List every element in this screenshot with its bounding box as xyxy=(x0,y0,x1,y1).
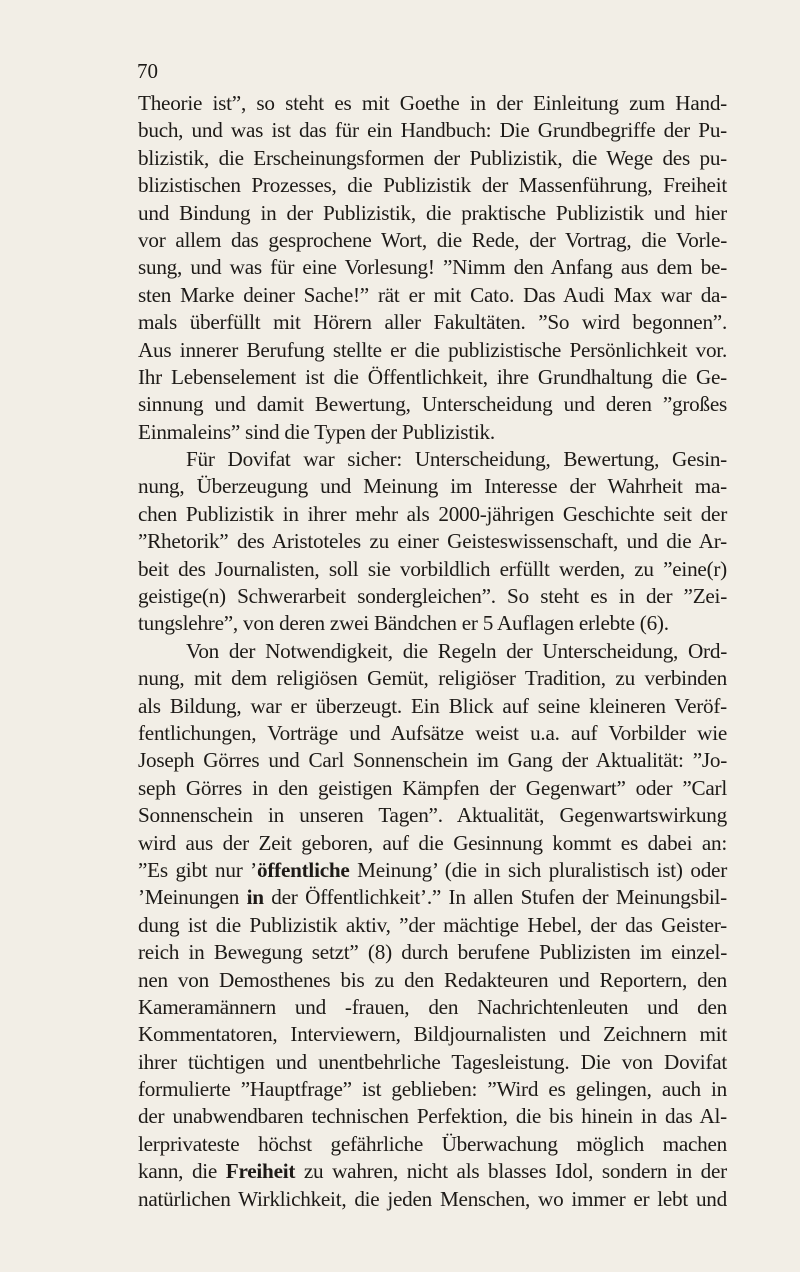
text-line: lerprivateste höchst gefährliche Überwachung möglich machen xyxy=(138,1131,727,1156)
text-line: ihrer tüchtigen und unentbehrliche Tagesleistung. Die von Dovifat xyxy=(138,1049,727,1074)
text-line: Von der Notwendigkeit, die Regeln der Unterscheidung, Ord- xyxy=(186,638,727,663)
page-number: 70 xyxy=(137,59,158,83)
text-line: chen Publizistik in ihrer mehr als 2000-jährigen Geschichte seit der xyxy=(138,501,727,526)
text-line: ”Rhetorik” des Aristoteles zu einer Geisteswissenschaft, und die Ar- xyxy=(138,529,727,554)
text-line: als Bildung, war er überzeugt. Ein Blick auf seine kleineren Veröf- xyxy=(138,693,727,718)
text-line: vor allem das gesprochene Wort, die Rede, der Vortrag, die Vorle- xyxy=(138,227,727,252)
text-line: der unabwendbaren technischen Perfektion, die bis hinein in das Al- xyxy=(138,1104,727,1129)
text-line: natürlichen Wirklichkeit, die jeden Menschen, wo immer er lebt und xyxy=(138,1186,727,1211)
text-line: nung, Überzeugung und Meinung im Interesse der Wahrheit ma- xyxy=(138,474,727,499)
text-line: beit des Journalisten, soll sie vorbildlich erfüllt werden, zu ”eine(r) xyxy=(138,556,727,581)
emphasis: öffentliche xyxy=(256,857,350,882)
text-line: tungslehre”, von deren zwei Bändchen er 5 Auflagen erlebte (6). xyxy=(138,611,669,636)
text-line: blizistischen Prozesses, die Publizistik der Massenführung, Freiheit xyxy=(138,173,727,198)
text-line: reich in Bewegung setzt” (8) durch berufene Publizisten im einzel- xyxy=(138,940,727,965)
text-line: seph Görres in den geistigen Kämpfen der Gegenwart” oder ”Carl xyxy=(138,775,727,800)
body-text xyxy=(138,90,727,1213)
text-line: buch, und was ist das für ein Handbuch: Die Grundbegriffe der Pu- xyxy=(138,118,727,143)
emphasis: Freiheit xyxy=(225,1159,296,1184)
text-line: sung, und was für eine Vorlesung! ”Nimm den Anfang aus dem be- xyxy=(138,255,727,280)
text-line: Theorie ist”, so steht es mit Goethe in der Einleitung zum Hand- xyxy=(138,91,727,115)
text-line: kann, die Freiheit zu wahren, nicht als blasses Idol, sondern in der xyxy=(138,1159,727,1184)
text-line: formulierte ”Hauptfrage” ist geblieben: ”Wird es gelingen, auch in xyxy=(138,1077,727,1102)
text-line: nen von Demosthenes bis zu den Redakteuren und Reportern, den xyxy=(138,967,727,992)
text-line: fentlichungen, Vorträge und Aufsätze weist u.a. auf Vorbilder wie xyxy=(138,720,727,745)
text-line: ’Meinungen in der Öffentlichkeit’.” In allen Stufen der Meinungsbil- xyxy=(138,885,727,910)
text-line: sinnung und damit Bewertung, Unterscheidung und deren ”großes xyxy=(138,392,727,417)
text-line: sten Marke deiner Sache!” rät er mit Cato. Das Audi Max war da- xyxy=(138,282,727,307)
emphasis: in xyxy=(246,885,264,910)
text-line: Für Dovifat war sicher: Unterscheidung, Bewertung, Gesin- xyxy=(186,447,727,472)
text-line: mals überfüllt mit Hörern aller Fakultäten. ”So wird begonnen”. xyxy=(138,310,727,335)
text-line: Kommentatoren, Interviewern, Bildjournalisten und Zeichnern mit xyxy=(138,1022,727,1047)
text-line: geistige(n) Schwerarbeit sondergleichen”. So steht es in der ”Zei- xyxy=(138,584,727,609)
text-line: nung, mit dem religiösen Gemüt, religiöser Tradition, zu verbinden xyxy=(138,666,727,691)
text-line: und Bindung in der Publizistik, die praktische Publizistik und hier xyxy=(138,200,727,225)
text-line: Einmaleins” sind die Typen der Publizistik. xyxy=(138,419,495,444)
text-line: blizistik, die Erscheinungsformen der Publizistik, die Wege des pu- xyxy=(138,145,727,170)
text-line: Ihr Lebenselement ist die Öffentlichkeit, ihre Grundhaltung die Ge- xyxy=(138,364,727,389)
text-line: Kameramännern und -frauen, den Nachrichtenleuten und den xyxy=(138,994,727,1019)
text-line: Joseph Görres und Carl Sonnenschein im Gang der Aktualität: ”Jo- xyxy=(138,748,727,773)
text-line: ”Es gibt nur ’öffentliche Meinung’ (die in sich pluralistisch ist) oder xyxy=(138,857,728,882)
text-line: dung ist die Publizistik aktiv, ”der mächtige Hebel, der das Geister- xyxy=(138,912,727,937)
text-line: Sonnenschein in unseren Tagen”. Aktualität, Gegenwartswirkung xyxy=(138,803,727,828)
text-line: Aus innerer Berufung stellte er die publizistische Persönlichkeit vor. xyxy=(138,337,727,362)
text-line: wird aus der Zeit geboren, auf die Gesinnung kommt es dabei an: xyxy=(138,830,727,855)
